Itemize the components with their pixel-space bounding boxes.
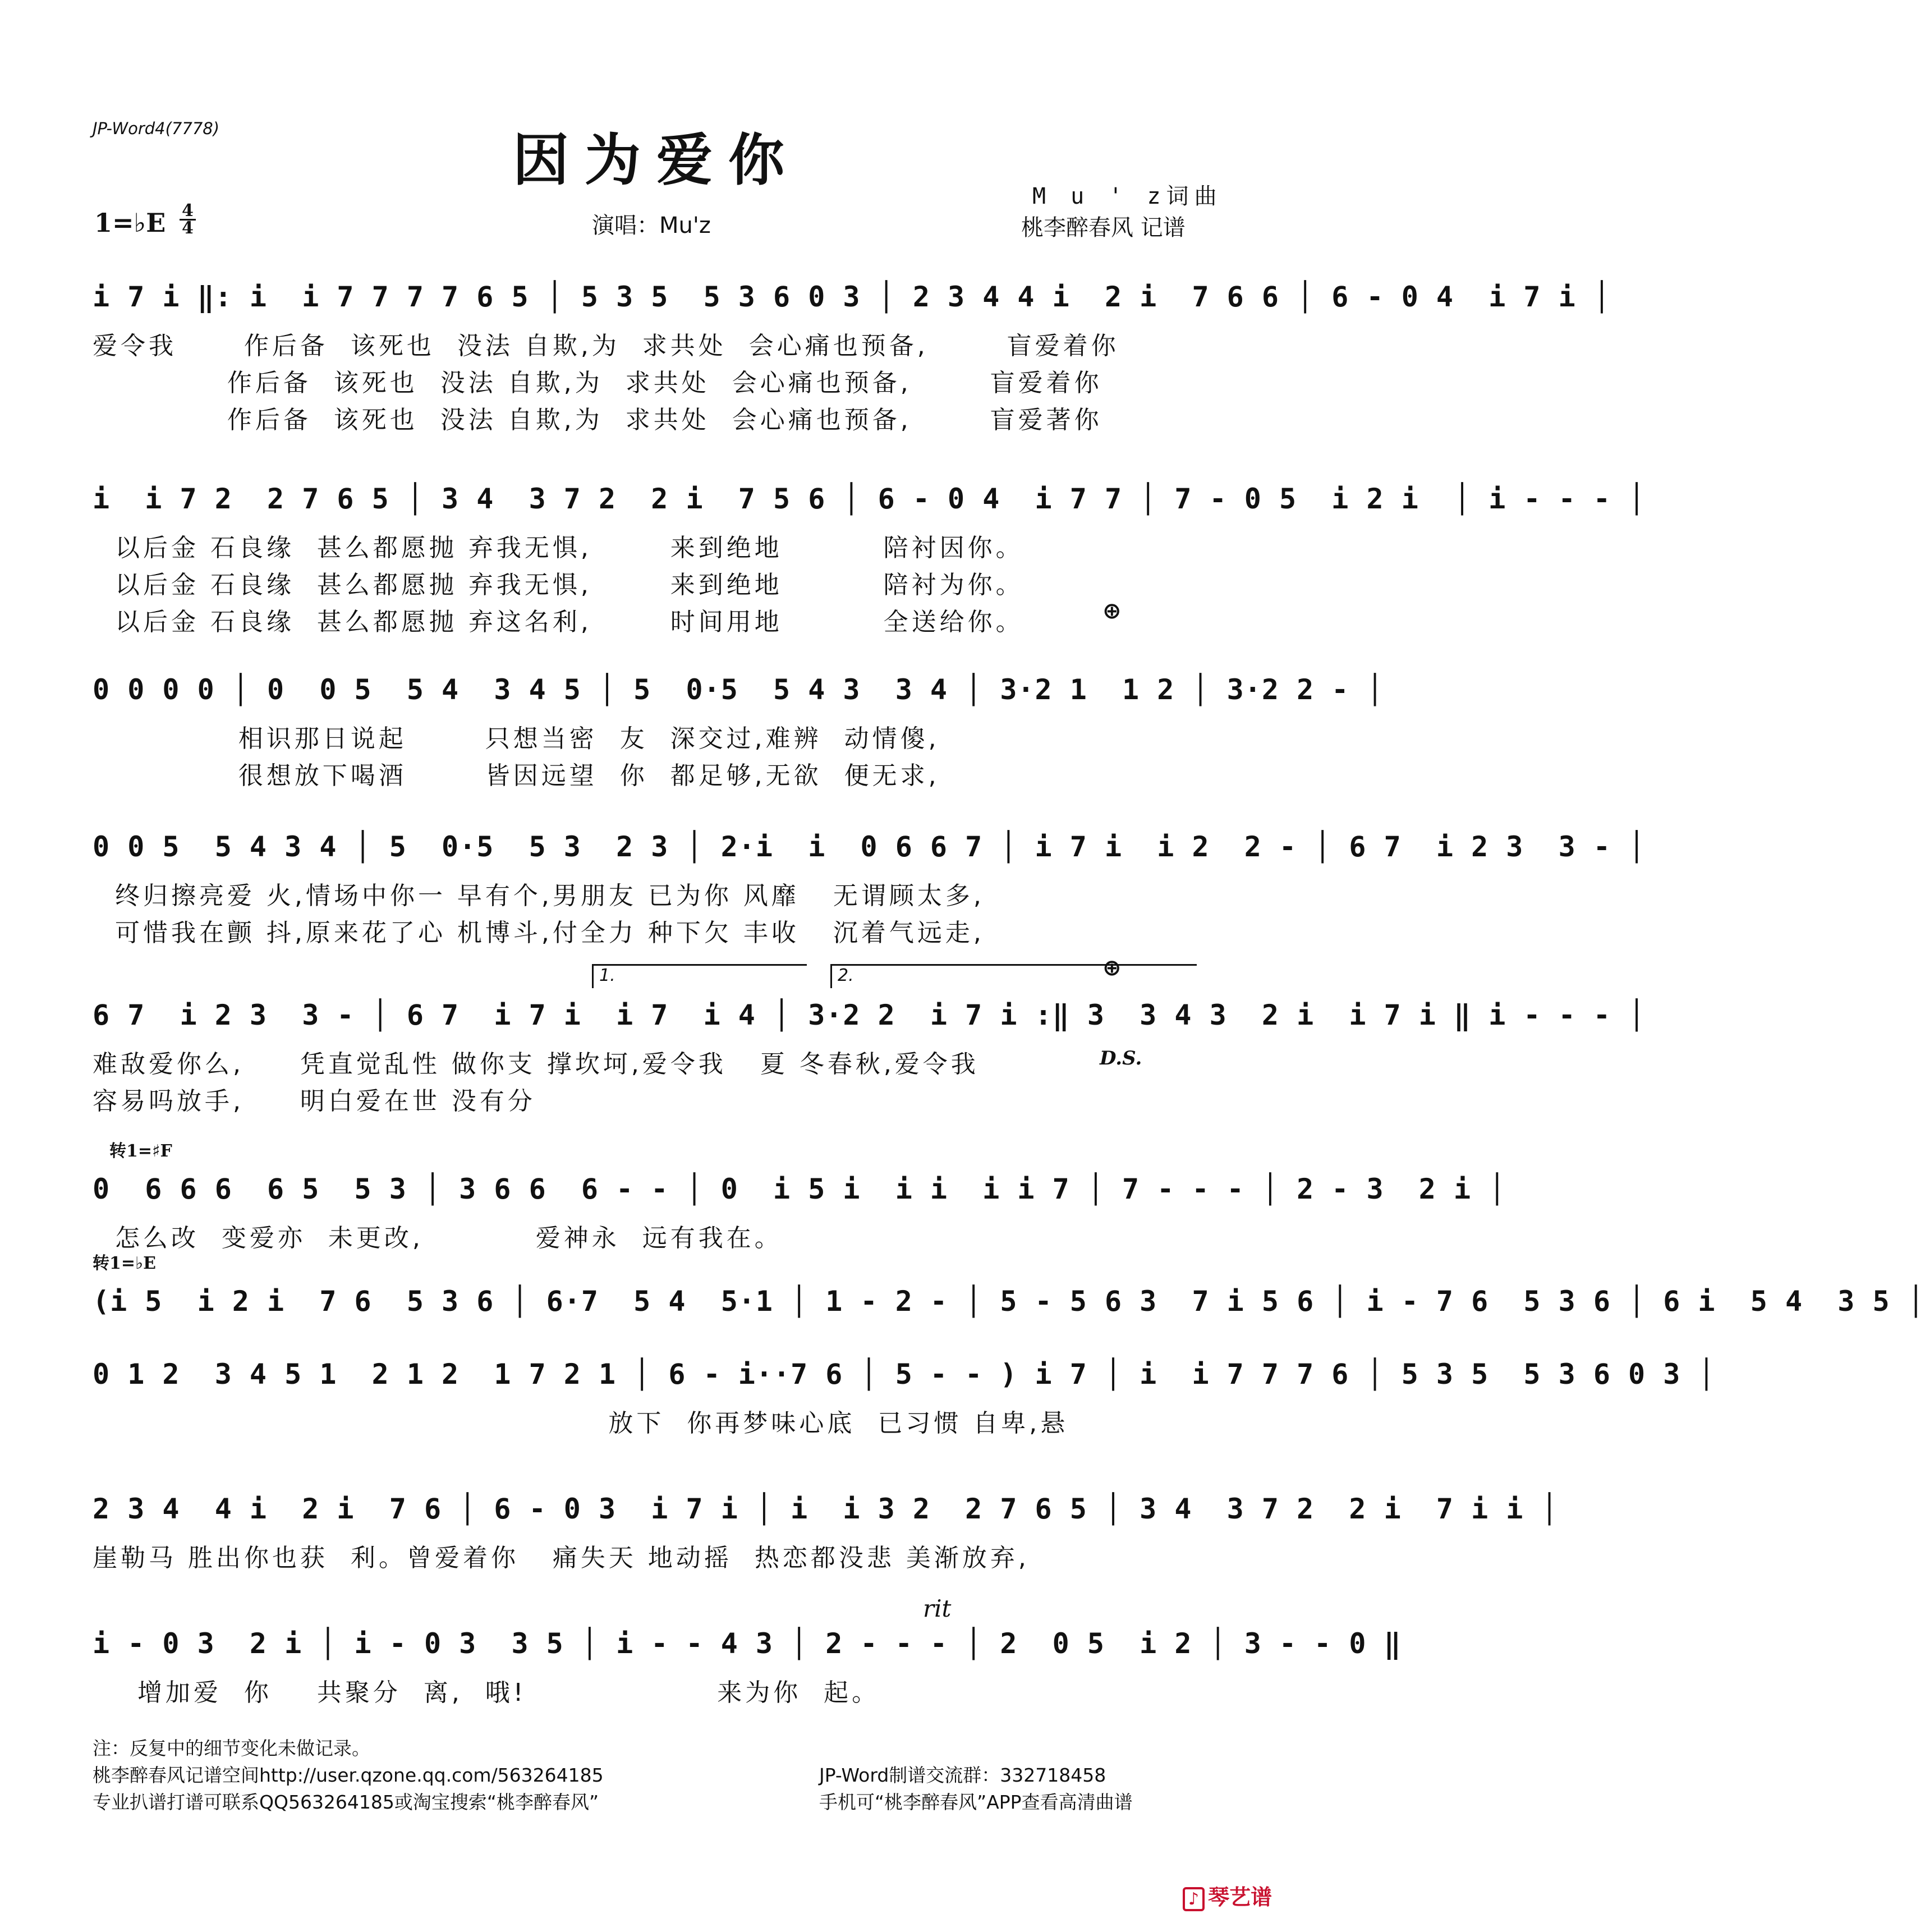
lyric-verse-2: 容易吗放手, 明白爱在世 没有分 (93, 1087, 536, 1116)
volta-second-ending: 2. (830, 964, 1197, 988)
lyric-verse-3: 以后金 石良缘 甚么都愿抛 弃这名利, 时间用地 全送给你。 (93, 608, 1024, 636)
coda-icon: ⊕ (1102, 598, 1122, 624)
time-signature (180, 203, 196, 236)
notation-line: i 7 i ‖: i i 7 7 7 7 6 5 │ 5 3 5 5 3 6 0 3 │ 2 3 4 4 i 2 i 7 6 6 │ 6 - 0 4 i 7 i │ (93, 281, 1611, 313)
lyric-verse-1: 怎么改 变爱亦 未更改, 爱神永 远有我在。 (93, 1224, 783, 1252)
lyric-verse-1: 崖勒马 胜出你也获 利。曾爱着你 痛失天 地动摇 热恋都没悲 美渐放弃, (93, 1544, 1030, 1572)
coda-icon: ⊕ (1102, 955, 1122, 981)
lyric-verse-1: 终归擦亮爱 火,情场中你一 早有个,男朋友 已为你 风靡 无谓顾太多, (93, 882, 985, 910)
lyric-verse-1: 放下 你再梦味心底 已习惯 自卑,悬 (93, 1409, 1069, 1438)
ritardando-marking: rit (923, 1595, 952, 1622)
lyric-verse-2: 可惜我在颤 抖,原来花了心 机博斗,付全力 种下欠 丰收 沉着气远走, (93, 919, 985, 947)
lyric-verse-1: 爱令我 作后备 该死也 没法 自欺,为 求共处 会心痛也预备, 盲爱着你 (93, 332, 1119, 360)
brand-logo (1183, 1880, 1272, 1911)
notation-line: 0 6 6 6 6 5 5 3 │ 3 6 6 6 - - │ 0 i 5 i i i i i 7 │ 7 - - - │ 2 - 3 2 i │ (93, 1173, 1506, 1205)
modulation-label: 转1=♯F (109, 1141, 172, 1161)
key-signature: 1=♭E (94, 208, 166, 238)
logo-text: 琴艺谱 (1208, 1885, 1272, 1910)
footer-note: 注：反复中的细节变化未做记录。 (93, 1737, 370, 1759)
logo-icon: ♪ (1183, 1887, 1205, 1911)
software-version: JP-Word4(7778) (93, 119, 220, 138)
lyric-verse-1: 相识那日说起 只想当密 友 深交过,难辨 动情傻, (93, 724, 940, 753)
notation-line: 0 0 0 0 │ 0 0 5 5 4 3 4 5 │ 5 0·5 5 4 3 3 4 │ 3·2 1 1 2 │ 3·2 2 - │ (93, 673, 1384, 706)
lyric-verse-3: 作后备 该死也 没法 自欺,为 求共处 会心痛也预备, 盲爱著你 (93, 406, 1102, 434)
notation-line: i i 7 2 2 7 6 5 │ 3 4 3 7 2 2 i 7 5 6 │ 6 - 0 4 i 7 7 │ 7 - 0 5 i 2 i │ i - - - │ (93, 483, 1646, 515)
lyric-verse-1: 增加爱 你 共聚分 离, 哦! 来为你 起。 (93, 1678, 880, 1707)
time-numerator: 4 (180, 203, 196, 221)
composer-credit: M u ' z词曲 (1032, 183, 1223, 209)
lyric-verse-1: 以后金 石良缘 甚么都愿抛 弃我无惧, 来到绝地 陪衬因你。 (93, 534, 1024, 562)
song-title: 因为爱你 (513, 127, 800, 193)
lyric-verse-2: 很想放下喝酒 皆因远望 你 都足够,无欲 便无求, (93, 761, 940, 790)
notation-line: 2 3 4 4 i 2 i 7 6 │ 6 - 0 3 i 7 i │ i i 3 2 2 7 6 5 │ 3 4 3 7 2 2 i 7 i i │ (93, 1493, 1559, 1525)
time-denominator: 4 (182, 218, 194, 238)
footer-app: 手机可“桃李醉春风”APP查看高清曲谱 (819, 1791, 1133, 1813)
notation-line: i - 0 3 2 i │ i - 0 3 3 5 │ i - - 4 3 │ 2 - - - │ 2 0 5 i 2 │ 3 - - 0 ‖ (93, 1627, 1402, 1660)
lyric-verse-1: 难敌爱你么, 凭直觉乱性 做你支 撑坎坷,爱令我 夏 冬春秋,爱令我 (93, 1050, 979, 1079)
lyric-verse-2: 作后备 该死也 没法 自欺,为 求共处 会心痛也预备, 盲爱着你 (93, 369, 1102, 397)
footer-space-link: 桃李醉春风记谱空间http://user.qzone.qq.com/563264185 (93, 1764, 604, 1786)
singer-credit: 演唱：Mu'z (592, 213, 711, 238)
notation-line: (i 5 i 2 i 7 6 5 3 6 │ 6·7 5 4 5·1 │ 1 - 2 - │ 5 - 5 6 3 7 i 5 6 │ i - 7 6 5 3 6 │ 6 i 5 4 3 5 │ (93, 1285, 1925, 1318)
transcriber-credit: 桃李醉春风 记谱 (1021, 215, 1186, 241)
footer-group: JP-Word制谱交流群：332718458 (819, 1764, 1106, 1786)
notation-line: 0 0 5 5 4 3 4 │ 5 0·5 5 3 2 3 │ 2·i i 0 6 6 7 │ i 7 i i 2 2 - │ 6 7 i 2 3 3 - │ (93, 830, 1646, 863)
notation-line: 0 1 2 3 4 5 1 2 1 2 1 7 2 1 │ 6 - i··7 6 │ 5 - - ) i 7 │ i i 7 7 7 6 │ 5 3 5 5 3 6 0 3 │ (93, 1358, 1716, 1391)
dal-segno-marker: D.S. (1100, 1047, 1142, 1070)
modulation-label: 转1=♭E (93, 1254, 157, 1273)
footer-contact: 专业扒谱打谱可联系QQ563264185或淘宝搜索“桃李醉春风” (93, 1791, 599, 1813)
lyric-verse-2: 以后金 石良缘 甚么都愿抛 弃我无惧, 来到绝地 陪衬为你。 (93, 571, 1024, 599)
volta-first-ending: 1. (592, 964, 807, 988)
notation-line: 6 7 i 2 3 3 - │ 6 7 i 7 i i 7 i 4 │ 3·2 2 i 7 i :‖ 3 3 4 3 2 i i 7 i ‖ i - - - │ (93, 999, 1646, 1031)
